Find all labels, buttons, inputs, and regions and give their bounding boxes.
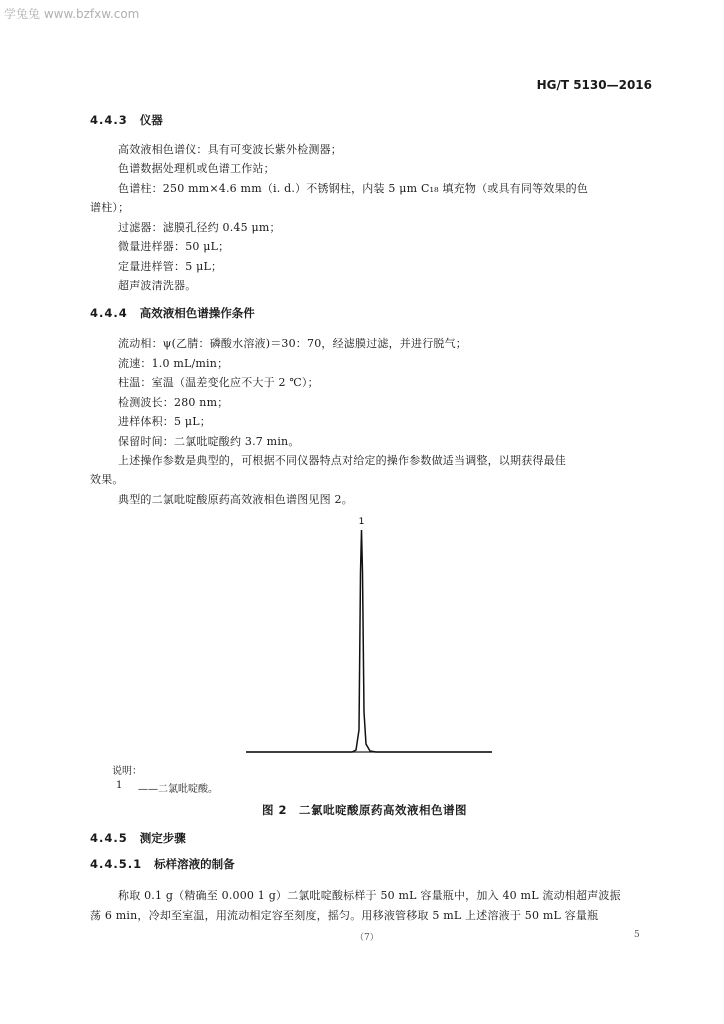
page-number: 5 bbox=[634, 930, 640, 940]
condition-line: 检测波长：280 nm； bbox=[118, 396, 229, 409]
figure-reference: 典型的二氯吡啶酸原药高效液相色谱图见图 2。 bbox=[118, 493, 353, 506]
standard-number: HG/T 5130—2016 bbox=[536, 78, 652, 92]
condition-line: 流动相：ψ(乙腈：磷酸水溶液)＝30：70，经滤膜过滤，并进行脱气； bbox=[118, 337, 468, 350]
instrument-line: 谱柱）； bbox=[90, 201, 130, 214]
figure-caption: 图 2 二氯吡啶酸原药高效液相色谱图 bbox=[262, 803, 468, 817]
condition-line: 进样体积：5 μL； bbox=[118, 415, 211, 428]
instrument-line: 高效液相色谱仪：具有可变波长紫外检测器； bbox=[118, 143, 342, 156]
instrument-line: 超声波清洗器。 bbox=[118, 279, 197, 292]
footer-center-mark: （7） bbox=[355, 933, 379, 943]
legend-number: 1 bbox=[116, 780, 123, 791]
section-heading-4-4-4: 4.4.4 高效液相色谱操作条件 bbox=[90, 306, 255, 320]
chromatogram-chart bbox=[240, 512, 500, 760]
instrument-line: 微量进样器：50 μL； bbox=[118, 240, 230, 253]
legend-title: 说明： bbox=[112, 766, 142, 777]
watermark: 学兔兔 www.bzfxw.com bbox=[4, 7, 140, 21]
condition-line: 柱温：室温（温差变化应不大于 2 ℃）； bbox=[118, 376, 319, 389]
paragraph-text: 效果。 bbox=[90, 473, 124, 486]
section-heading-4-4-5-1: 4.4.5.1 标样溶液的制备 bbox=[90, 857, 235, 871]
section-heading-4-4-3: 4.4.3 仪器 bbox=[90, 113, 163, 127]
instrument-line: 定量进样管：5 μL； bbox=[118, 260, 223, 273]
condition-line: 流速：1.0 mL/min； bbox=[118, 357, 229, 370]
chromatogram-trace bbox=[246, 530, 492, 752]
instrument-line: 色谱柱：250 mm×4.6 mm（i. d.）不锈钢柱，内装 5 μm C₁₈ 填充物（或具有同等效果的色 bbox=[118, 182, 589, 195]
section-heading-4-4-5: 4.4.5 测定步骤 bbox=[90, 831, 186, 845]
paragraph-text: 上述操作参数是典型的，可根据不同仪器特点对给定的操作参数做适当调整，以期获得最佳 bbox=[118, 454, 566, 467]
instrument-line: 过滤器：滤膜孔径约 0.45 μm； bbox=[118, 221, 281, 234]
condition-line: 保留时间：二氯吡啶酸约 3.7 min。 bbox=[118, 435, 300, 448]
peak-label: 1 bbox=[358, 517, 365, 527]
legend-text: ——二氯吡啶酸。 bbox=[138, 784, 218, 795]
instrument-line: 色谱数据处理机或色谱工作站； bbox=[118, 162, 275, 175]
procedure-line: 称取 0.1 g（精确至 0.000 1 g）二氯吡啶酸标样于 50 mL 容量瓶中，加入 40 mL 流动相超声波振 bbox=[118, 889, 621, 902]
procedure-line: 荡 6 min，冷却至室温，用流动相定容至刻度，摇匀。用移液管移取 5 mL 上述溶液于 50 mL 容量瓶 bbox=[90, 909, 599, 922]
